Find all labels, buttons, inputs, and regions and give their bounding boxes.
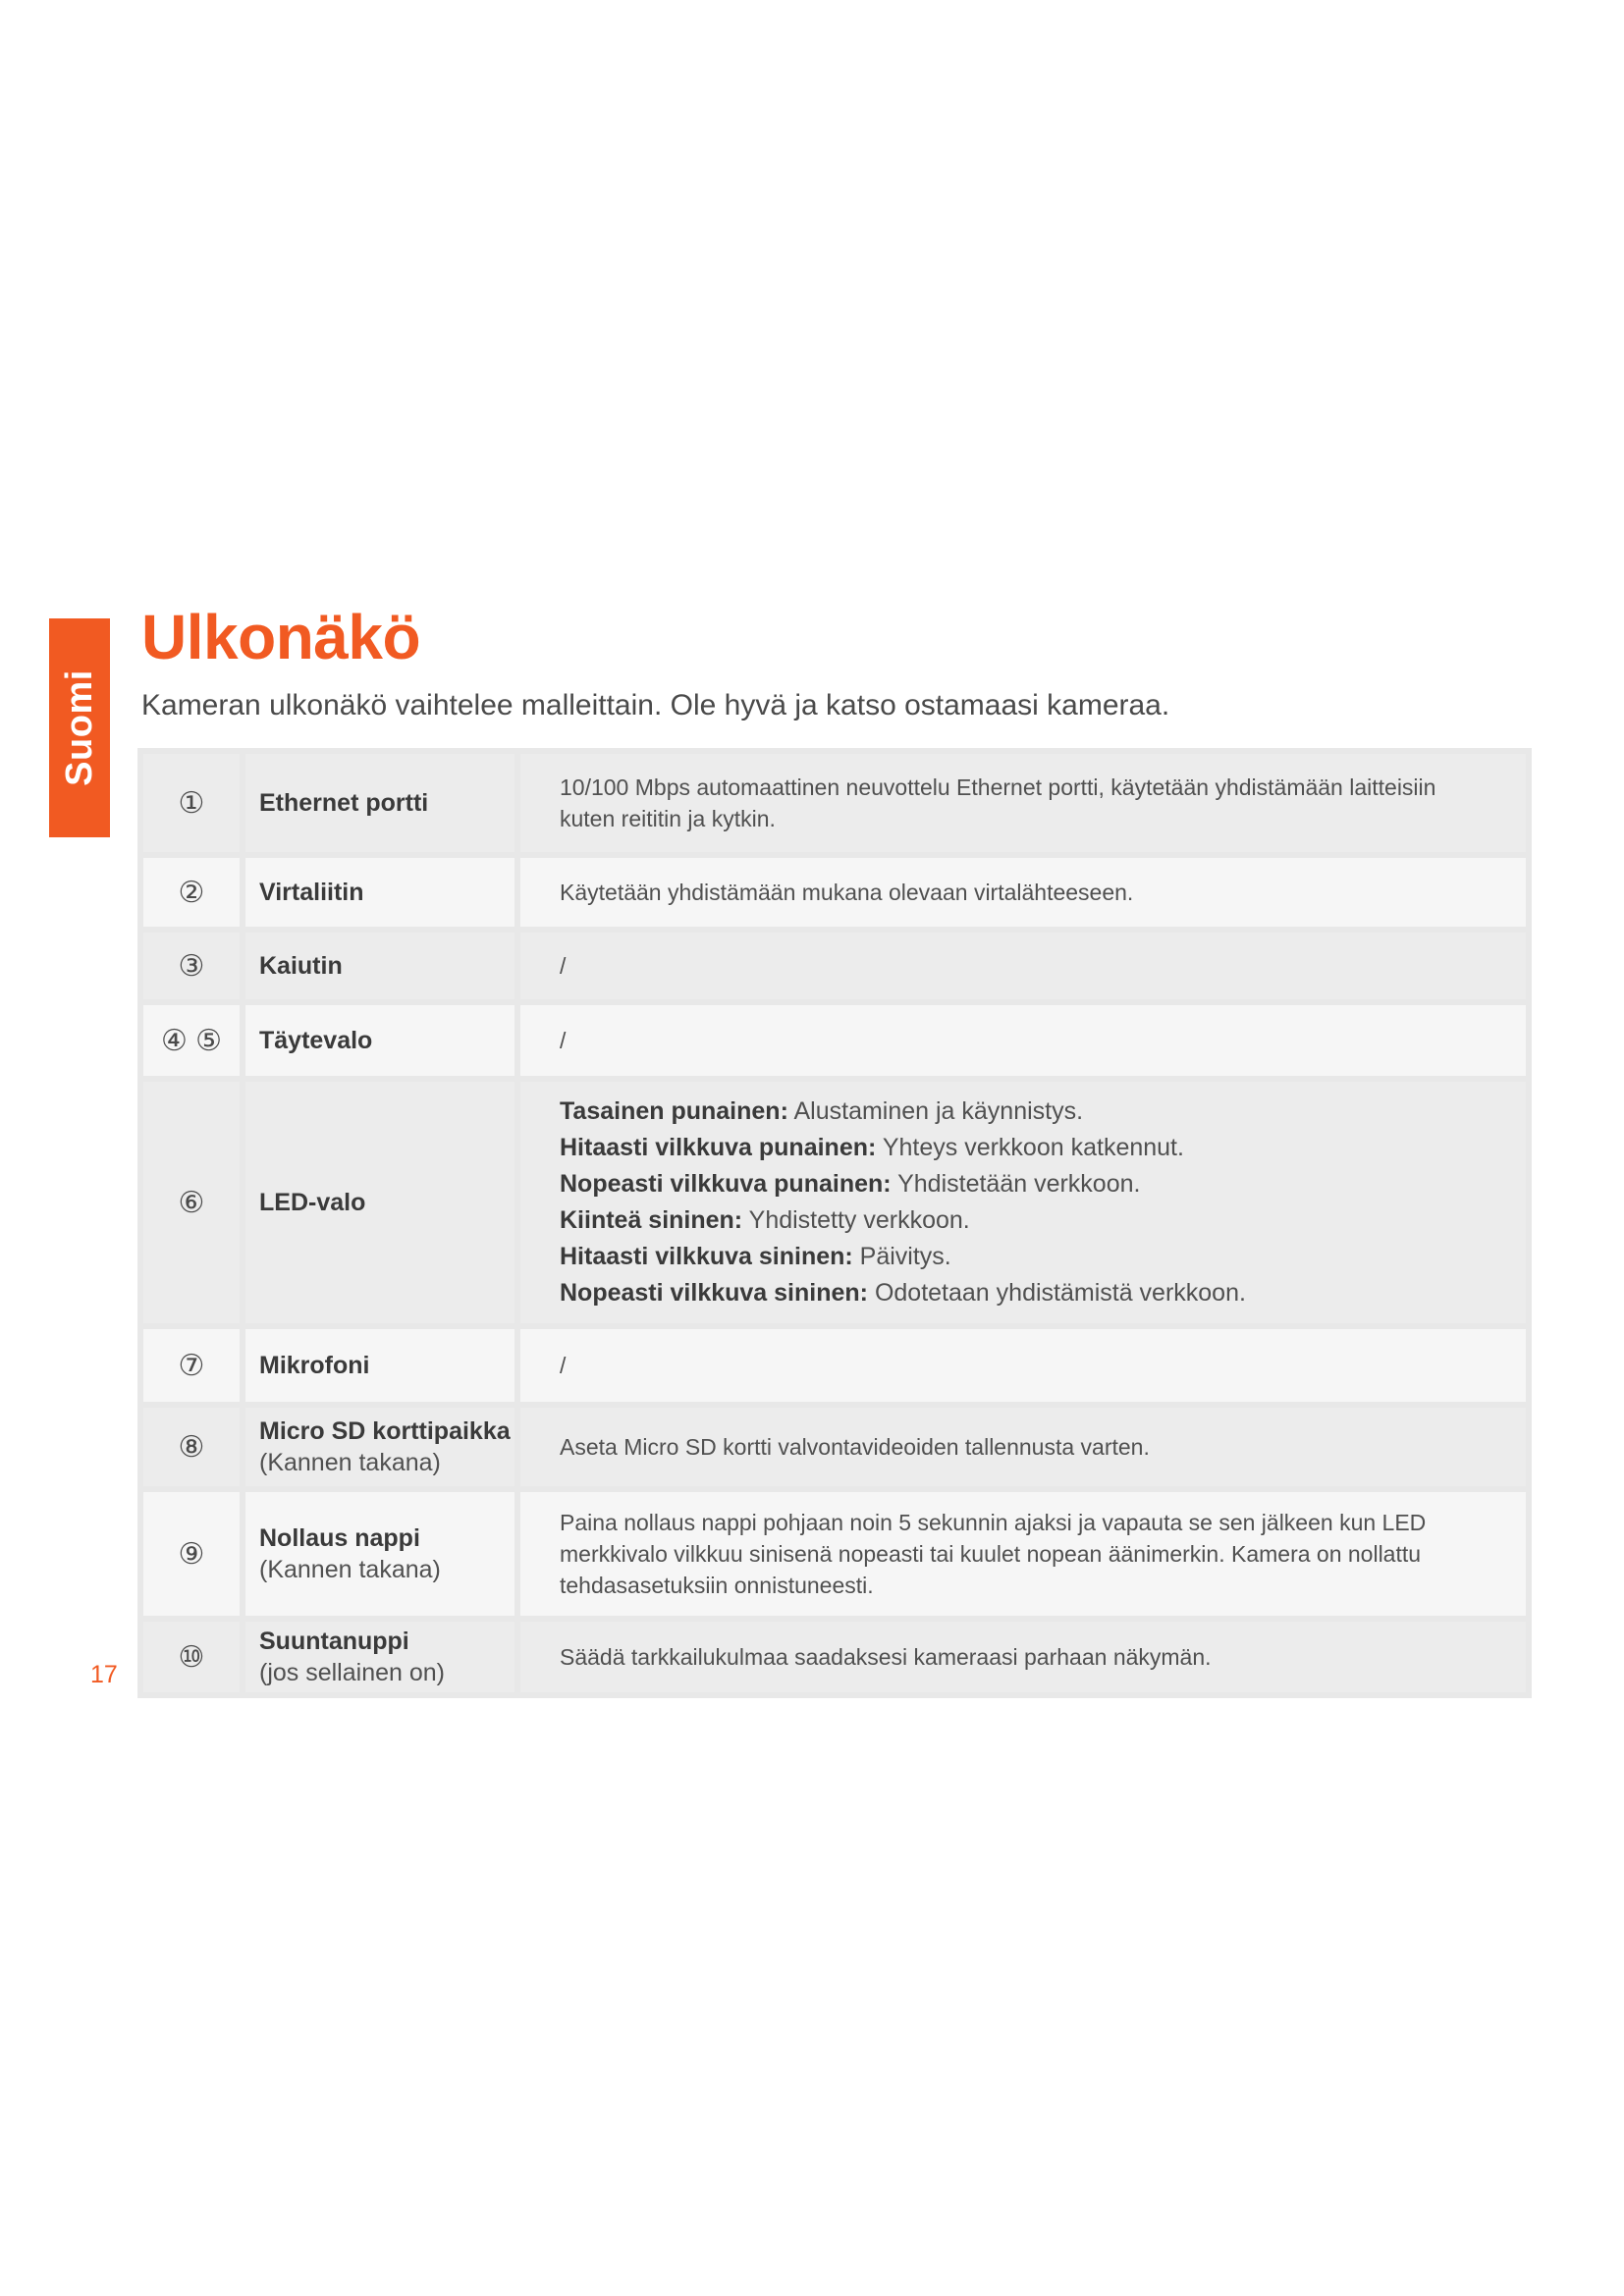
- part-name-label: LED-valo: [259, 1189, 366, 1216]
- part-name: [245, 858, 514, 927]
- table-row: [143, 858, 1526, 927]
- part-description: /: [520, 1329, 1526, 1402]
- part-description: Paina nollaus nappi pohjaan noin 5 sekunnin ajaksi ja vapauta se sen jälkeen kun LED merkkivalo vilkkuu sinisenä nopeasti tai kuulet nopean äänimerkin. Kamera on nollattu tehdasasetuksiin onnistuneesti.: [520, 1492, 1526, 1616]
- part-name: [245, 1622, 514, 1692]
- part-number: ⑧: [143, 1408, 240, 1486]
- table-row: [143, 1005, 1526, 1076]
- part-name-label: Ethernet portti: [259, 789, 429, 817]
- parts-table: [137, 748, 1532, 1698]
- led-state-line: Hitaasti vilkkuva sininen: Päivitys.: [560, 1243, 951, 1270]
- table-row: [143, 933, 1526, 999]
- page-title: Ulkonäkö: [141, 602, 421, 672]
- part-location-note: (Kannen takana): [259, 1449, 441, 1476]
- part-name: [245, 1082, 514, 1323]
- part-number: ⑥: [143, 1082, 240, 1323]
- part-number: ⑩: [143, 1622, 240, 1692]
- part-name-label: Nollaus nappi: [259, 1524, 420, 1552]
- part-name-label: Micro SD korttipaikka: [259, 1417, 511, 1445]
- part-number: ④ ⑤: [143, 1005, 240, 1076]
- part-name: [245, 933, 514, 999]
- language-tab: [49, 618, 110, 837]
- part-name: [245, 1408, 514, 1486]
- table-row: [143, 1408, 1526, 1486]
- part-description: /: [520, 933, 1526, 999]
- table-row: [143, 1622, 1526, 1692]
- part-name: [245, 1005, 514, 1076]
- language-label: Suomi: [58, 669, 100, 786]
- page-number: 17: [90, 1661, 118, 1688]
- led-states: [520, 1082, 1526, 1323]
- part-name-label: Täytevalo: [259, 1027, 373, 1054]
- part-name-label: Suuntanuppi: [259, 1628, 409, 1655]
- part-name-label: Mikrofoni: [259, 1352, 370, 1379]
- led-state-line: Nopeasti vilkkuva punainen: Yhdistetään verkkoon.: [560, 1170, 1141, 1198]
- part-description: Säädä tarkkailukulmaa saadaksesi kameraasi parhaan näkymän.: [520, 1622, 1526, 1692]
- part-name: [245, 754, 514, 852]
- led-state-line: Hitaasti vilkkuva punainen: Yhteys verkkoon katkennut.: [560, 1134, 1184, 1161]
- led-state-line: Tasainen punainen: Alustaminen ja käynnistys.: [560, 1097, 1084, 1125]
- part-name-label: Kaiutin: [259, 952, 343, 980]
- page-subtitle: Kameran ulkonäkö vaihtelee malleittain. Ole hyvä ja katso ostamaasi kameraa.: [141, 689, 1170, 721]
- part-name: [245, 1492, 514, 1616]
- part-name: [245, 1329, 514, 1402]
- table-row: [143, 754, 1526, 852]
- part-number: ①: [143, 754, 240, 852]
- table-row: [143, 1329, 1526, 1402]
- part-name-label: Virtaliitin: [259, 879, 364, 906]
- part-location-note: (jos sellainen on): [259, 1659, 445, 1686]
- part-description: /: [520, 1005, 1526, 1076]
- part-number: ⑨: [143, 1492, 240, 1616]
- part-location-note: (Kannen takana): [259, 1556, 441, 1583]
- part-description: 10/100 Mbps automaattinen neuvottelu Ethernet portti, käytetään yhdistämään laitteisiin kuten reititin ja kytkin.: [520, 754, 1526, 852]
- part-description: Käytetään yhdistämään mukana olevaan virtalähteeseen.: [520, 858, 1526, 927]
- led-state-line: Kiinteä sininen: Yhdistetty verkkoon.: [560, 1206, 970, 1234]
- led-state-line: Nopeasti vilkkuva sininen: Odotetaan yhdistämistä verkkoon.: [560, 1279, 1246, 1307]
- table-row: [143, 1082, 1526, 1323]
- part-number: ③: [143, 933, 240, 999]
- part-description: Aseta Micro SD kortti valvontavideoiden tallennusta varten.: [520, 1408, 1526, 1486]
- table-row: [143, 1492, 1526, 1616]
- part-number: ②: [143, 858, 240, 927]
- part-number: ⑦: [143, 1329, 240, 1402]
